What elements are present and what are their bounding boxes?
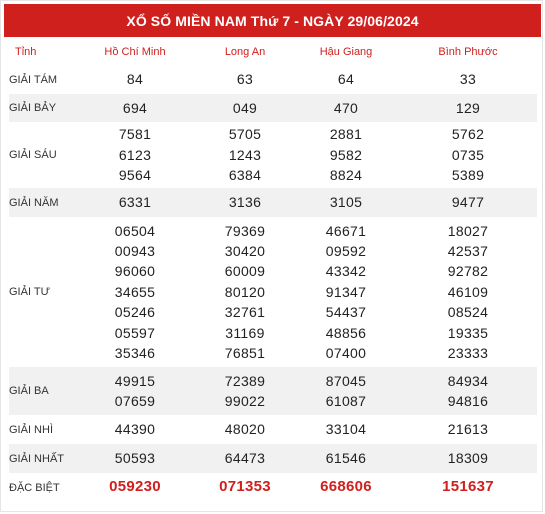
prize-number: 06504 xyxy=(114,222,156,239)
prize-number: 21613 xyxy=(447,421,489,438)
prize-label: GIẢI NHẤT xyxy=(9,444,73,473)
prize-number: 30420 xyxy=(224,242,266,259)
prize-row xyxy=(9,367,537,415)
prize-number: 08524 xyxy=(447,304,489,321)
prize-row xyxy=(9,94,537,122)
prize-number: 84 xyxy=(126,71,144,88)
prize-number: 9477 xyxy=(451,194,485,211)
prize-label: ĐẶC BIỆT xyxy=(9,481,60,494)
prize-cell xyxy=(197,122,293,188)
prize-cell xyxy=(399,444,537,473)
prize-row xyxy=(9,415,537,444)
prize-number: 5389 xyxy=(451,167,485,184)
prize-number: 9582 xyxy=(329,146,363,163)
prize-number: 6331 xyxy=(118,194,152,211)
prize-number: 54437 xyxy=(325,304,367,321)
prize-row xyxy=(9,122,537,188)
prize-number: 9564 xyxy=(118,167,152,184)
prize-cell xyxy=(73,473,197,502)
prize-cell xyxy=(197,188,293,217)
prize-cell xyxy=(197,415,293,444)
column-header-province-label: Tỉnh xyxy=(15,46,37,58)
prize-label: GIẢI TÁM xyxy=(9,73,58,86)
prize-cell xyxy=(399,188,537,217)
prize-cell xyxy=(399,473,537,502)
prize-number: 07659 xyxy=(114,393,156,409)
prize-number: 33 xyxy=(459,71,477,88)
prize-number: 49915 xyxy=(114,372,156,389)
prize-number: 1243 xyxy=(228,146,262,163)
prize-cell xyxy=(399,122,537,188)
prize-number: 35346 xyxy=(114,345,156,362)
prize-cell xyxy=(293,65,399,94)
prize-number: 60009 xyxy=(224,263,266,280)
prize-label: GIẢI TƯ xyxy=(9,286,50,298)
prize-row xyxy=(9,444,537,473)
prize-cell xyxy=(73,444,197,473)
prize-label: GIẢI BẢY xyxy=(9,94,73,122)
prize-number: 43342 xyxy=(325,263,367,280)
prize-number: 18309 xyxy=(447,450,489,467)
prize-cell xyxy=(293,415,399,444)
prize-cell xyxy=(73,122,197,188)
prize-number: 72389 xyxy=(224,372,266,389)
prize-label: GIẢI NĂM xyxy=(9,188,73,217)
prize-label: GIẢI SÁU xyxy=(9,149,57,161)
prize-number: 2881 xyxy=(329,126,363,143)
prize-number: 76851 xyxy=(224,345,266,362)
prize-number: 48856 xyxy=(325,324,367,341)
prize-cell xyxy=(293,188,399,217)
prize-number: 129 xyxy=(455,99,481,116)
prize-number: 61087 xyxy=(325,393,367,409)
results-title: XỔ SỐ MIỀN NAM Thứ 7 - NGÀY 29/06/2024 xyxy=(4,4,541,37)
prize-number: 694 xyxy=(122,99,148,116)
prize-label: GIẢI BA xyxy=(9,367,73,415)
prize-label: GIẢI NHÌ xyxy=(9,423,54,436)
prize-row xyxy=(9,65,537,94)
table-header-row xyxy=(9,39,537,65)
prize-row xyxy=(9,217,537,367)
prize-cell xyxy=(399,217,537,367)
prize-number: 3105 xyxy=(329,194,363,211)
prize-cell xyxy=(399,367,537,415)
prize-number: 34655 xyxy=(114,283,156,300)
prize-cell xyxy=(399,65,537,94)
prize-number: 64473 xyxy=(224,450,266,467)
prize-number: 63 xyxy=(236,71,254,88)
prize-cell xyxy=(197,217,293,367)
prize-number: 46109 xyxy=(447,283,489,300)
prize-cell xyxy=(73,367,197,415)
prize-cell xyxy=(399,415,537,444)
prize-number: 44390 xyxy=(114,421,156,438)
prize-number: 50593 xyxy=(114,450,156,467)
prize-number: 6384 xyxy=(228,167,262,184)
prize-cell xyxy=(197,444,293,473)
prize-cell xyxy=(399,94,537,122)
province-link-hau-giang[interactable]: Hậu Giang xyxy=(319,46,373,58)
prize-cell xyxy=(197,367,293,415)
prize-cell xyxy=(73,415,197,444)
prize-number: 5705 xyxy=(228,126,262,143)
results-table xyxy=(9,39,537,502)
prize-number: 18027 xyxy=(447,222,489,239)
prize-row xyxy=(9,188,537,217)
prize-cell xyxy=(293,94,399,122)
prize-number: 23333 xyxy=(447,345,489,362)
prize-number: 049 xyxy=(232,99,258,116)
prize-number: 61546 xyxy=(325,450,367,467)
prize-number: 99022 xyxy=(224,393,266,409)
province-link-binh-phuoc[interactable]: Bình Phước xyxy=(438,46,498,58)
prize-number: 92782 xyxy=(447,263,489,280)
prize-number: 19335 xyxy=(447,324,489,341)
prize-number: 470 xyxy=(333,99,359,116)
prize-number: 64 xyxy=(337,71,355,88)
prize-number: 91347 xyxy=(325,283,367,300)
prize-number: 32761 xyxy=(224,304,266,321)
prize-cell xyxy=(197,65,293,94)
prize-cell xyxy=(197,473,293,502)
prize-number: 33104 xyxy=(325,421,367,438)
prize-number: 80120 xyxy=(224,283,266,300)
prize-row xyxy=(9,473,537,502)
prize-number: 94816 xyxy=(447,393,489,409)
prize-number: 7581 xyxy=(118,126,152,143)
province-link-long-an[interactable]: Long An xyxy=(224,46,266,58)
special-prize-number: 151637 xyxy=(442,478,494,496)
prize-cell xyxy=(73,65,197,94)
prize-cell xyxy=(73,217,197,367)
prize-cell xyxy=(197,94,293,122)
prize-number: 31169 xyxy=(225,324,265,341)
prize-number: 05597 xyxy=(114,324,156,341)
prize-number: 84934 xyxy=(447,372,489,389)
prize-cell xyxy=(293,444,399,473)
prize-cell xyxy=(293,122,399,188)
prize-number: 00943 xyxy=(114,242,156,259)
prize-cell xyxy=(73,94,197,122)
prize-number: 87045 xyxy=(325,372,367,389)
prize-cell xyxy=(293,367,399,415)
prize-number: 48020 xyxy=(224,421,266,438)
special-prize-number: 071353 xyxy=(219,478,271,496)
special-prize-number: 059230 xyxy=(109,478,161,496)
province-link-ho-chi-minh[interactable]: Hồ Chí Minh xyxy=(104,46,166,58)
prize-number: 05246 xyxy=(114,304,156,321)
prize-cell xyxy=(73,188,197,217)
prize-cell xyxy=(293,473,399,502)
prize-number: 46671 xyxy=(325,222,367,239)
prize-number: 8824 xyxy=(329,167,363,184)
prize-number: 96060 xyxy=(114,263,156,280)
prize-number: 79369 xyxy=(224,222,266,239)
special-prize-number: 668606 xyxy=(320,478,372,496)
prize-number: 42537 xyxy=(447,242,489,259)
prize-number: 09592 xyxy=(325,242,367,259)
prize-cell xyxy=(293,217,399,367)
prize-number: 07400 xyxy=(325,345,367,362)
prize-number: 6123 xyxy=(118,146,152,163)
prize-number: 5762 xyxy=(451,126,485,143)
prize-number: 3136 xyxy=(228,194,262,211)
prize-number: 0735 xyxy=(451,146,485,163)
